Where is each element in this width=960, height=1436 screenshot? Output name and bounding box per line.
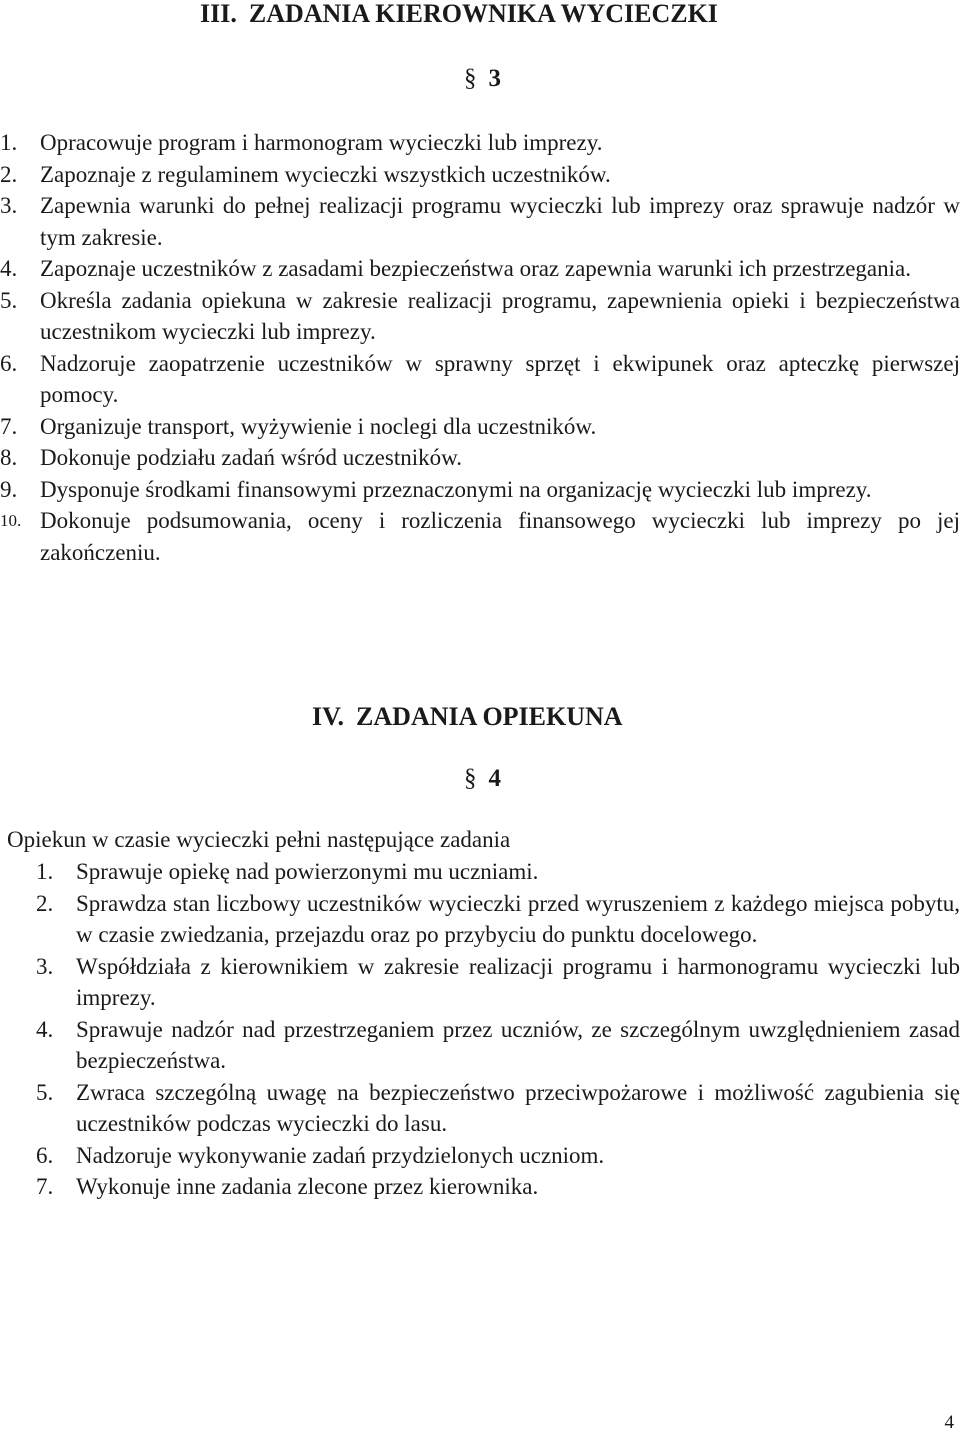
item-text: Sprawuje opiekę nad powierzonymi mu uczniami. [76, 859, 539, 884]
item-number: 8. [0, 445, 18, 470]
paragraph-number: 4 [488, 765, 501, 792]
list-item [36, 951, 960, 1014]
item-text: Organizuje transport, wyżywienie i noclegi dla uczestników. [40, 413, 597, 439]
list-item [0, 190, 960, 253]
item-text: Dokonuje podsumowania, oceny i rozliczenia finansowego wycieczki lub imprezy po jej zakończeniu. [40, 508, 960, 565]
paragraph-symbol: § [464, 65, 477, 92]
item-number: 4. [0, 256, 18, 281]
list-item [36, 1077, 960, 1140]
item-number: 3. [0, 193, 18, 218]
item-number: 5. [36, 1079, 54, 1105]
item-number: 7. [36, 1174, 54, 1199]
item-text: Zapewnia warunki do pełnej realizacji programu wycieczki lub imprezy oraz sprawuje nadzór w tym zakresie. [40, 193, 960, 250]
list-item [0, 127, 960, 159]
item-number: 1. [0, 130, 18, 155]
paragraph-mark-4 [464, 764, 501, 794]
item-text: Sprawdza stan liczbowy uczestników wycieczki przed wyruszeniem z każdego miejsca pobytu, w czasie zwiedzania, przejazdu oraz po przybyciu do punktu docelowego. [76, 890, 960, 947]
list-item [0, 253, 960, 285]
item-text: Zwraca szczególną uwagę na bezpieczeństwo przeciwpożarowe i możliwość zagubienia się uczestników podczas wycieczki do lasu. [76, 1079, 960, 1136]
item-number: 2. [0, 161, 18, 187]
item-text: Dokonuje podziału zadań wśród uczestników. [40, 445, 462, 470]
item-number: 6. [0, 350, 18, 376]
opiekun-task-list [36, 856, 960, 1203]
kierownik-task-list [0, 127, 960, 568]
list-item [36, 888, 960, 951]
item-text: Nadzoruje wykonywanie zadań przydzielonych uczniom. [76, 1142, 605, 1168]
item-number: 4. [36, 1016, 54, 1042]
item-text: Wykonuje inne zadania zlecone przez kierownika. [76, 1174, 539, 1199]
item-number: 7. [0, 413, 18, 439]
section-heading-kierownik [200, 0, 718, 29]
list-item [36, 856, 960, 888]
section-title: ZADANIA KIEROWNIKA WYCIECZKI [248, 0, 718, 28]
item-text: Zapoznaje z regulaminem wycieczki wszystkich uczestników. [40, 161, 611, 187]
section-heading-opiekun [312, 702, 623, 732]
item-number: 9. [0, 476, 18, 502]
list-item [0, 348, 960, 411]
item-text: Sprawuje nadzór nad przestrzeganiem przez uczniów, ze szczególnym uwzględnieniem zasad bezpieczeństwa. [76, 1016, 960, 1073]
item-number: 1. [36, 859, 54, 884]
paragraph-number: 3 [488, 65, 501, 92]
list-item [36, 1140, 960, 1172]
item-number: 3. [36, 953, 54, 979]
list-item [36, 1014, 960, 1077]
item-text: Określa zadania opiekuna w zakresie realizacji programu, zapewnienia opieki i bezpieczeństwa uczestnikom wycieczki lub imprezy. [40, 287, 960, 344]
list-item [0, 285, 960, 348]
list-item [0, 159, 960, 191]
section-title: ZADANIA OPIEKUNA [356, 702, 623, 731]
item-text: Nadzoruje zaopatrzenie uczestników w sprawny sprzęt i ekwipunek oraz apteczkę pierwszej pomocy. [40, 350, 960, 407]
paragraph-mark-3 [464, 64, 501, 94]
paragraph-symbol: § [464, 765, 477, 792]
item-text: Zapoznaje uczestników z zasadami bezpieczeństwa oraz zapewnia warunki ich przestrzegania. [40, 256, 911, 281]
intro-text: Opiekun w czasie wycieczki pełni następujące zadania [7, 827, 511, 852]
item-text: Opracowuje program i harmonogram wycieczki lub imprezy. [40, 130, 603, 155]
list-item [36, 1171, 960, 1203]
list-item [0, 474, 960, 506]
item-number: 5. [0, 287, 18, 313]
list-item [0, 442, 960, 474]
item-text: Współdziała z kierownikiem w zakresie realizacji programu i harmonogramu wycieczki lub imprezy. [76, 953, 960, 1010]
section-number: IV. [312, 702, 345, 731]
item-number: 2. [36, 890, 54, 916]
section-number: III. [200, 0, 237, 28]
item-number: 6. [36, 1142, 54, 1168]
item-text: Dysponuje środkami finansowymi przeznaczonymi na organizację wycieczki lub imprezy. [40, 476, 872, 502]
page-number: 4 [944, 1412, 954, 1433]
item-number: 10. [0, 511, 22, 530]
list-item [0, 505, 960, 568]
list-item [0, 411, 960, 443]
